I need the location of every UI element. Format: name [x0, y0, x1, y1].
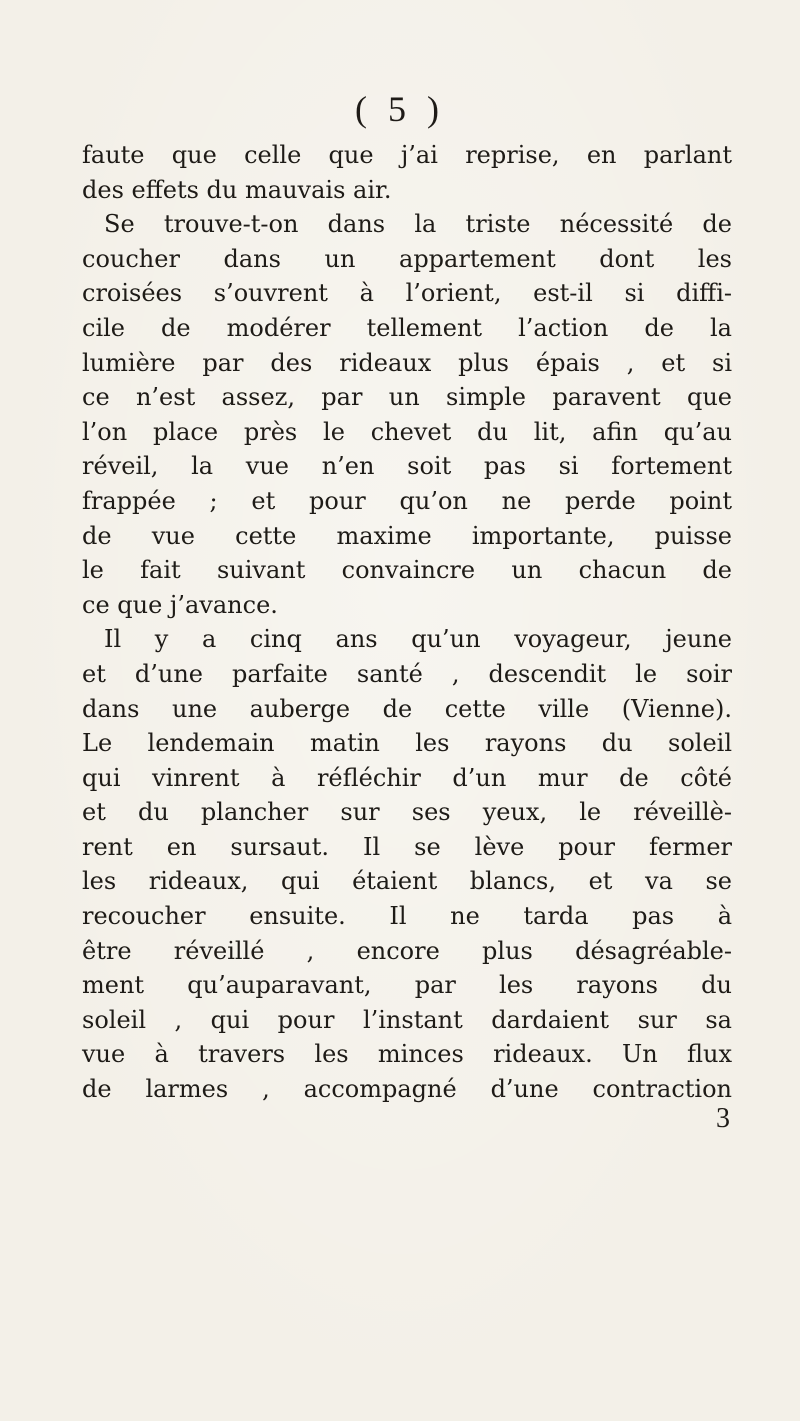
signature-mark: 3 — [716, 1102, 730, 1134]
text-line: ment qu’auparavant, par les rayons du — [82, 971, 732, 1000]
text-line: l’on place près le chevet du lit, afin qu’au — [82, 417, 732, 446]
text-line: ce que j’avance. — [82, 590, 278, 619]
text-line: coucher dans un appartement dont les — [82, 244, 732, 273]
text-line: le fait suivant convaincre un chacun de — [82, 556, 732, 585]
text-line: rent en sursaut. Il se lève pour fermer — [82, 832, 732, 861]
text-line: et d’une parfaite santé , descendit le soir — [82, 659, 732, 688]
text-line: être réveillé , encore plus désagréable- — [82, 936, 732, 965]
text-line: Il y a cinq ans qu’un voyageur, jeune — [104, 625, 732, 654]
text-line: ce n’est assez, par un simple paravent que — [82, 383, 732, 412]
text-line: qui vinrent à réfléchir d’un mur de côté — [82, 763, 732, 792]
text-line: soleil , qui pour l’instant dardaient sur sa — [82, 1005, 732, 1034]
text-line: de vue cette maxime importante, puisse — [82, 521, 732, 550]
text-line: croisées s’ouvrent à l’orient, est-il si diffi- — [82, 279, 732, 308]
text-line: de larmes , accompagné d’une contraction — [82, 1075, 732, 1104]
text-line: vue à travers les minces rideaux. Un flux — [82, 1040, 732, 1069]
text-line: recoucher ensuite. Il ne tarda pas à — [82, 902, 732, 931]
text-line: des effets du mauvais air. — [82, 175, 392, 204]
text-line: Le lendemain matin les rayons du soleil — [82, 729, 732, 758]
text-line: cile de modérer tellement l’action de la — [82, 313, 732, 342]
text-line: Se trouve-t-on dans la triste nécessité de — [104, 210, 732, 239]
page-number-header: ( 5 ) — [355, 89, 445, 129]
text-line: et du plancher sur ses yeux, le réveillè- — [82, 798, 732, 827]
text-line: faute que celle que j’ai reprise, en parlant — [82, 141, 732, 169]
text-line: réveil, la vue n’en soit pas si fortement — [82, 452, 732, 481]
text-line: lumière par des rideaux plus épais , et si — [82, 348, 732, 377]
text-line: les rideaux, qui étaient blancs, et va se — [82, 867, 732, 896]
body-text — [82, 138, 732, 1107]
text-line: dans une auberge de cette ville (Vienne). — [82, 694, 732, 723]
text-line: frappée ; et pour qu’on ne perde point — [82, 486, 732, 515]
